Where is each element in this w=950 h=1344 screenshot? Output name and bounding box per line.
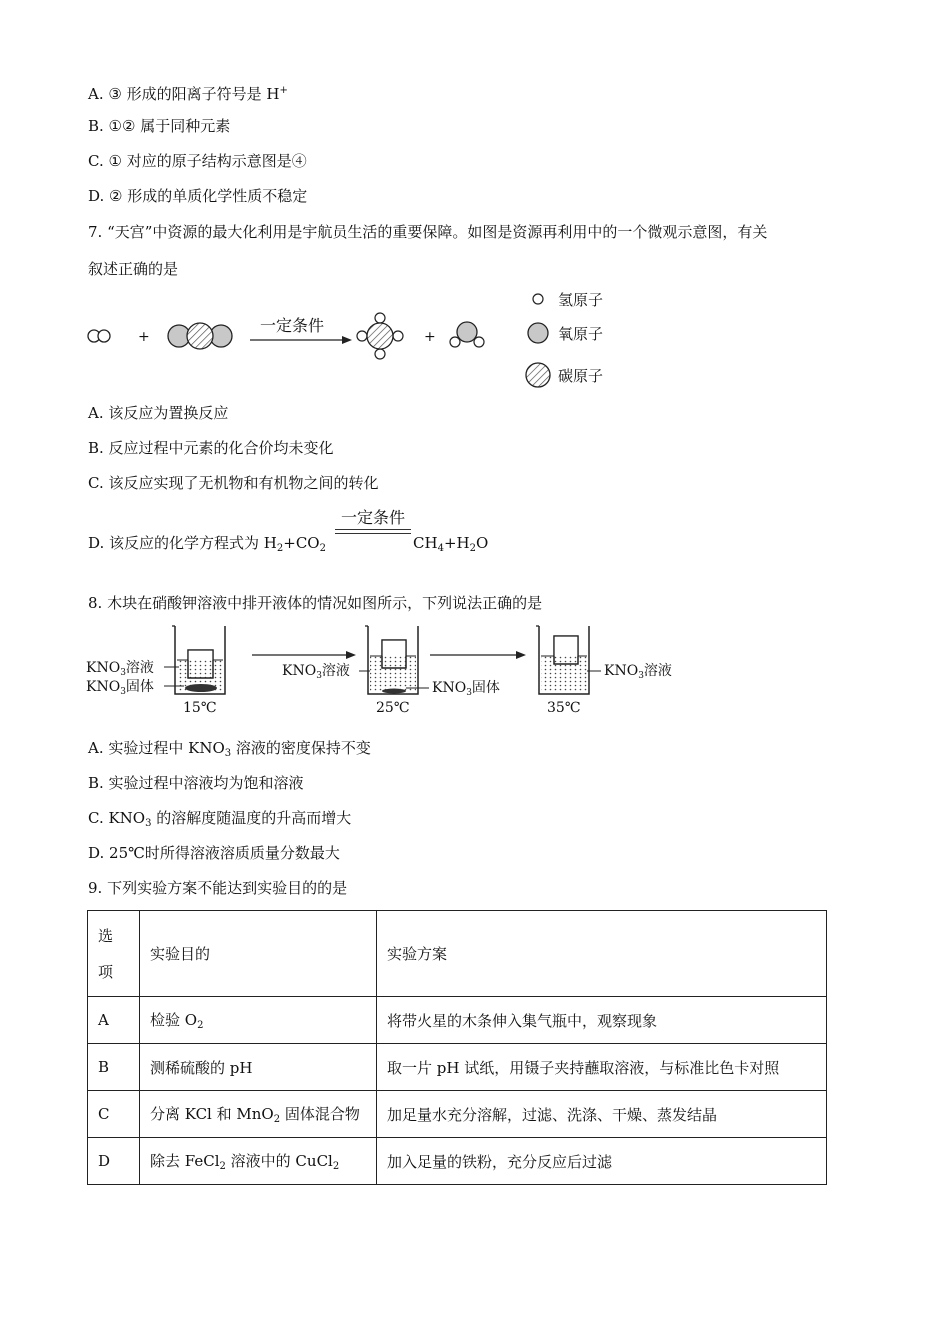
- label-solid-1: $KNO_3$固体: [86, 679, 154, 697]
- q8-option-b: B. 实验过程中溶液均为饱和溶液: [88, 774, 304, 792]
- q8-beaker-diagram: [84, 620, 684, 718]
- row-plan: 加足量水充分溶解，过滤、洗涤、干燥、蒸发结晶: [377, 1091, 827, 1138]
- arrow-head-icon: [342, 336, 352, 344]
- temp-35c: 35℃: [547, 700, 581, 716]
- equation-bar-top: [335, 529, 411, 530]
- q7-option-a: A. 该反应为置换反应: [88, 404, 229, 422]
- legend-hydrogen: 氢原子: [558, 291, 604, 309]
- table-row: [88, 997, 827, 1044]
- table-row: [88, 1091, 827, 1138]
- header-plan: 实验方案: [377, 911, 827, 997]
- q7-reaction-diagram: [80, 286, 640, 396]
- plus-sign-1: +: [138, 329, 150, 345]
- row-option: C: [88, 1091, 140, 1138]
- beaker-25c: [365, 626, 429, 694]
- equation-condition: 一定条件: [340, 508, 405, 527]
- carbon-atom-icon: [526, 363, 550, 387]
- arrow-right-icon: [346, 651, 356, 659]
- row-purpose: 除去 FeCl$_2$ 溶液中的 CuCl$_2$: [140, 1138, 377, 1185]
- beaker-15c: [164, 626, 225, 694]
- reaction-condition: 一定条件: [260, 316, 325, 335]
- equation-bar-bottom: [335, 533, 411, 534]
- row-purpose: 检验 $O_2$: [140, 997, 377, 1044]
- legend-carbon: 碳原子: [558, 367, 604, 385]
- solid-crystals-icon: [185, 684, 217, 692]
- header-purpose: 实验目的: [140, 911, 377, 997]
- row-purpose: 测稀硫酸的 pH: [140, 1044, 377, 1091]
- row-plan: 加入足量的铁粉，充分反应后过滤: [377, 1138, 827, 1185]
- q8-option-a: A. 实验过程中 $KNO_3$ 溶液的密度保持不变: [88, 739, 371, 759]
- legend: [526, 291, 603, 387]
- q9-stem: 9. 下列实验方案不能达到实验目的的是: [88, 879, 348, 897]
- q6-option-c: C. ① 对应的原子结构示意图是④: [88, 152, 307, 170]
- legend-oxygen: 氧原子: [558, 325, 604, 343]
- q9-experiment-table: [87, 910, 827, 1185]
- q8-option-d: D. 25℃时所得溶液溶质质量分数最大: [88, 844, 340, 862]
- q8-option-c: C. $KNO_3$ 的溶解度随温度的升高而增大: [88, 809, 352, 829]
- row-plan: 将带火星的木条伸入集气瓶中，观察现象: [377, 997, 827, 1044]
- label-solution-2: $KNO_3$溶液: [282, 663, 350, 681]
- label-solution-3: $KNO_3$溶液: [604, 663, 672, 681]
- row-option: B: [88, 1044, 140, 1091]
- table-row: [88, 1044, 827, 1091]
- row-option: A: [88, 997, 140, 1044]
- methane-molecule-icon: [357, 313, 403, 359]
- hydrogen-atom-icon: [533, 294, 543, 304]
- table-header-row: [88, 911, 827, 997]
- beaker-35c: [536, 626, 601, 694]
- q8-stem: 8. 木块在硝酸钾溶液中排开液体的情况如图所示，下列说法正确的是: [88, 594, 543, 612]
- q6-option-d: D. ② 形成的单质化学性质不稳定: [88, 187, 308, 205]
- label-solid-2: $KNO_3$固体: [432, 680, 500, 698]
- q7-option-b: B. 反应过程中元素的化合价均未变化: [88, 439, 334, 457]
- row-option: D: [88, 1138, 140, 1185]
- header-option: 选 项: [88, 911, 140, 997]
- q7-option-d-products: $CH_4+H_2O$: [413, 534, 489, 554]
- temp-15c: 15℃: [183, 700, 217, 716]
- row-plan: 取一片 pH 试纸，用镊子夹持蘸取溶液，与标准比色卡对照: [377, 1044, 827, 1091]
- label-solution-1: $KNO_3$溶液: [86, 660, 154, 678]
- temp-25c: 25℃: [376, 700, 410, 716]
- q7-option-d: D. 该反应的化学方程式为 $H_2+CO_2$: [88, 534, 326, 554]
- plus-sign-2: +: [424, 329, 436, 345]
- q7-stem-line2: 叙述正确的是: [88, 260, 179, 278]
- row-purpose: 分离 KCl 和 MnO$_2$ 固体混合物: [140, 1091, 377, 1138]
- solid-crystals-icon: [382, 689, 406, 694]
- q6-option-a: A. ③ 形成的阳离子符号是 H+: [88, 85, 288, 103]
- q6-option-b: B. ①② 属于同种元素: [88, 117, 231, 135]
- hydrogen-molecule-icon: [88, 330, 110, 342]
- carbon-dioxide-molecule-icon: [168, 323, 232, 349]
- arrow-right-icon: [516, 651, 526, 659]
- q7-option-c: C. 该反应实现了无机物和有机物之间的转化: [88, 474, 379, 492]
- q7-stem-line1: 7. “天宫”中资源的最大化利用是宇航员生活的重要保障。如图是资源再利用中的一个微观示意图，有关: [88, 223, 768, 241]
- oxygen-atom-icon: [528, 323, 548, 343]
- table-row: [88, 1138, 827, 1185]
- water-molecule-icon: [450, 322, 484, 347]
